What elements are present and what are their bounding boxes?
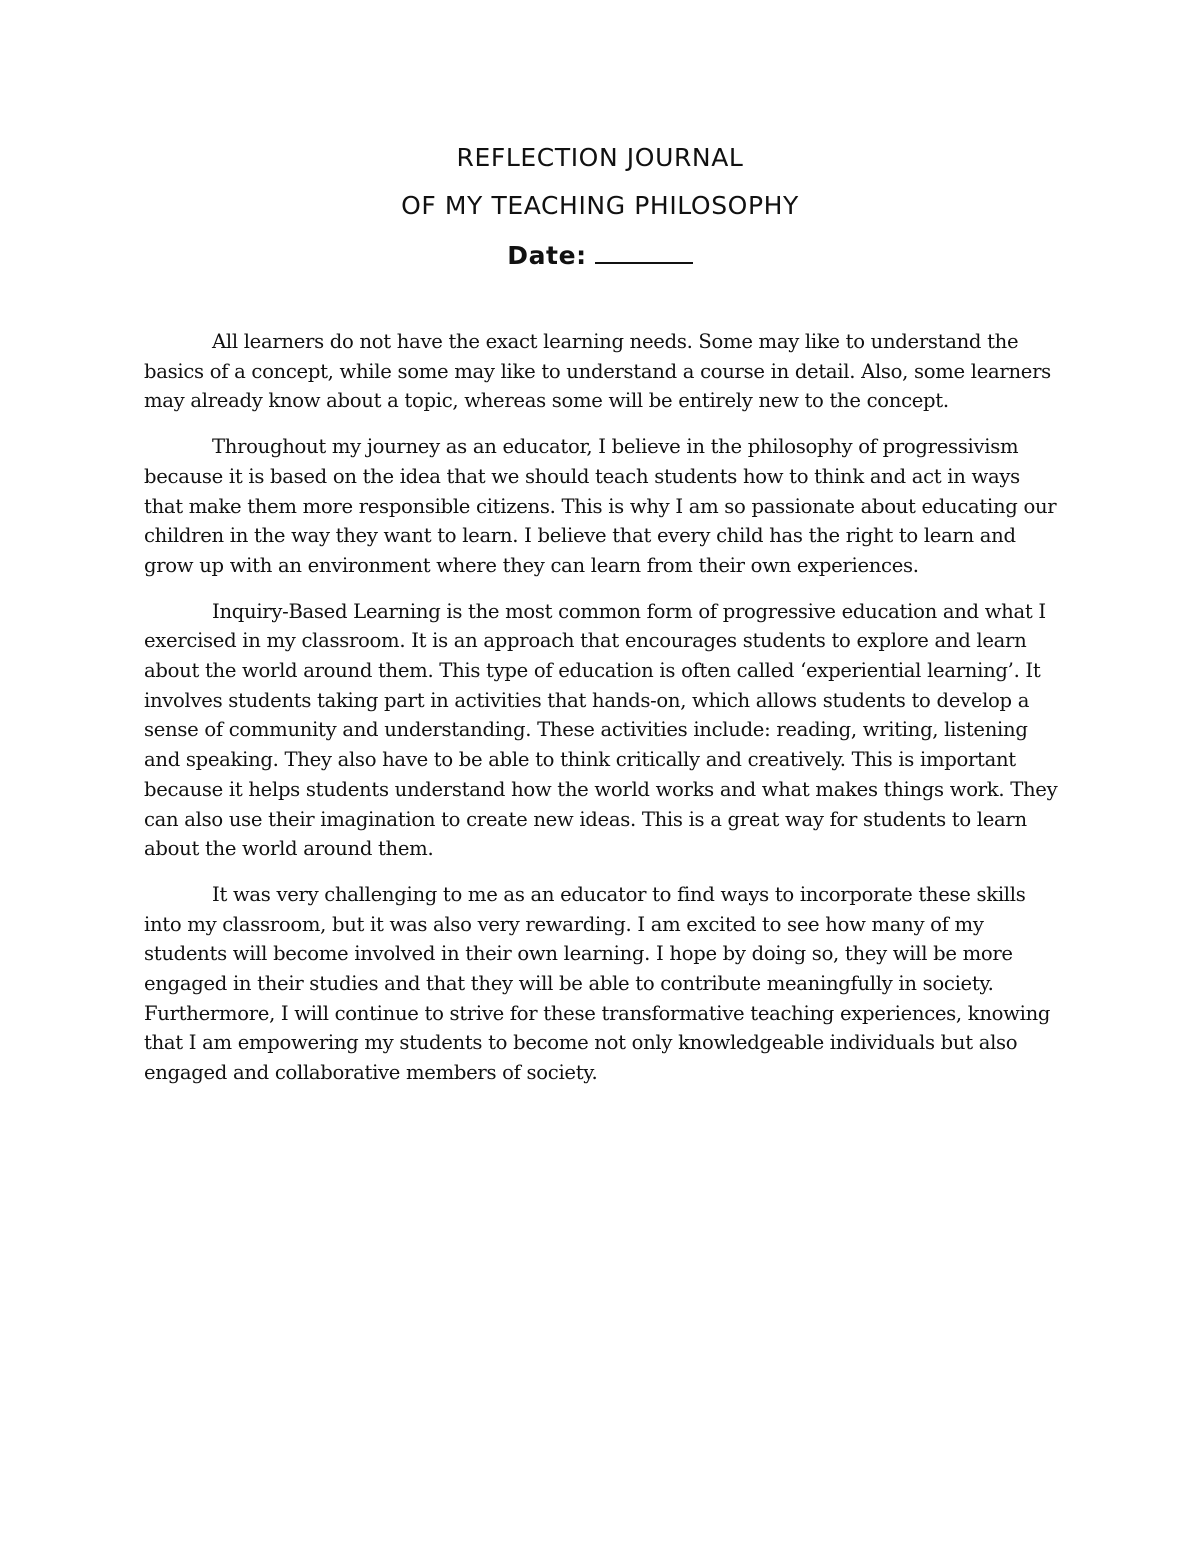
paragraph-2: Throughout my journey as an educator, I believe in the philosophy of progressivism because it is based on the idea that we should teach students how to think and act in ways that make them more responsible citizens. This is why I am so passionate about educating our children in the way they want to learn. I believe that every child has the right to learn and grow up with an environment where they can learn from their own experiences.: [144, 435, 1057, 577]
paragraph-3: Inquiry-Based Learning is the most common form of progressive education and what I exercised in my classroom. It is an approach that encourages students to explore and learn about the world around them. This type of education is often called ‘experiential learning’. It involves students taking part in activities that hands-on, which allows students to develop a sense of community and understanding. These activities include: reading, writing, listening and speaking. They also have to be able to think critically and creatively. This is important because it helps students understand how the world works and what makes things work. They can also use their imagination to create new ideas. This is a great way for students to learn about the world around them.: [144, 599, 1058, 861]
date-label: Date:: [507, 241, 587, 270]
paragraph-1: All learners do not have the exact learning needs. Some may like to understand the basics of a concept, while some may like to understand a course in detail. Also, some learners may already know about a topic, whereas some will be entirely new to the concept.: [144, 330, 1051, 413]
title-line-2: OF MY TEACHING PHILOSOPHY: [401, 191, 799, 220]
body-text: [144, 327, 1058, 1104]
title-block: [0, 140, 1200, 286]
title-line-1: REFLECTION JOURNAL: [456, 143, 744, 172]
date-blank-underline: [595, 240, 693, 264]
date-line: [0, 238, 1200, 286]
paragraph-4: It was very challenging to me as an educator to find ways to incorporate these skills into my classroom, but it was also very rewarding. I am excited to see how many of my students will become involved in their own learning. I hope by doing so, they will be more engaged in their studies and that they will be able to contribute meaningfully in society. Furthermore, I will continue to strive for these transformative teaching experiences, knowing that I am empowering my students to become not only knowledgeable individuals but also engaged and collaborative members of society.: [144, 882, 1051, 1085]
